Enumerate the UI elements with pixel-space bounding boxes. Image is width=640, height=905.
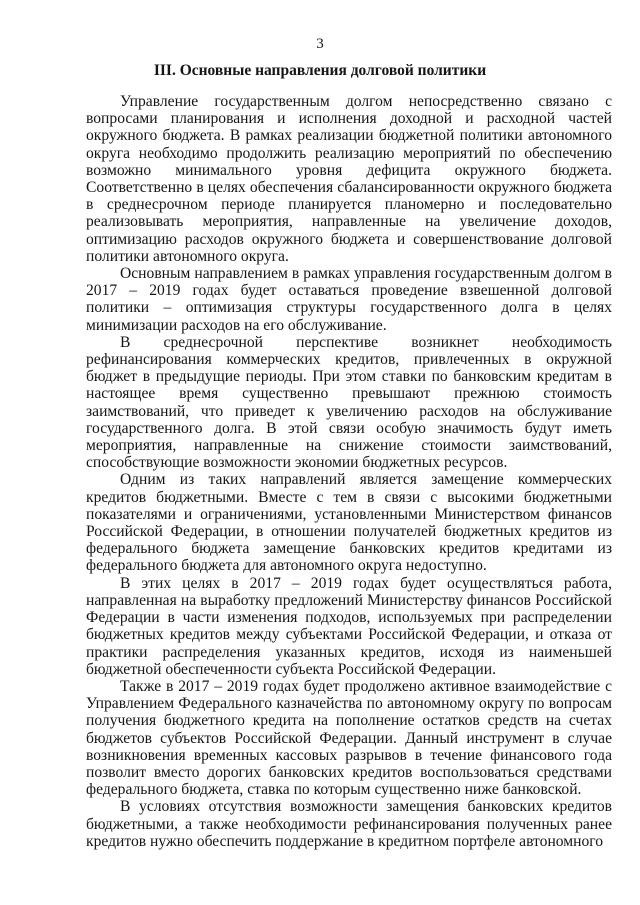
body-text — [86, 93, 612, 850]
section-heading: III. Основные направления долговой политики — [153, 62, 487, 79]
paragraph-7: В условиях отсутствия возможности замещения банковских кредитов бюджетными, а также необходимости рефинансирования полученных ранее кредитов нужно обеспечить поддержание в кредитном портфеле автономного — [86, 798, 612, 850]
paragraph-3: В среднесрочной перспективе возникнет необходимость рефинансирования коммерческих кредитов, привлеченных в окружной бюджет в предыдущие периоды. При этом ставки по банковским кредитам в настоящее время существенно превышают прежнюю стоимость заимствований, что приведет к увеличению расходов на обслуживание государственного долга. В этой связи особую значимость будут иметь мероприятия, направленные на снижение стоимости заимствований, способствующие возможности экономии бюджетных ресурсов. — [86, 333, 612, 472]
paragraph-2: Основным направлением в рамках управления государственным долгом в 2017 – 2019 годах будет оставаться проведение взвешенной долговой политики – оптимизация структуры государственного долга в целях минимизации расходов на его обслуживание. — [86, 265, 612, 334]
paragraph-1: Управление государственным долгом непосредственно связано с вопросами планирования и исполнения доходной и расходной частей окружного бюджета. В рамках реализации бюджетной политики автономного округа необходимо продолжить реализацию мероприятий по обеспечению возможно минимального уровня дефицита окружного бюджета. Соответственно в целях обеспечения сбалансированности окружного бюджета в среднесрочном периоде планируется планомерно и последовательно реализовывать мероприятия, направленные на увеличение доходов, оптимизацию расходов окружного бюджета и совершенствование долговой политики автономного округа. — [86, 93, 612, 265]
paragraph-5: В этих целях в 2017 – 2019 годах будет осуществляться работа, направленная на выработку предложений Министерству финансов Российской Федерации в части изменения подходов, используемых при распределении бюджетных кредитов между субъектами Российской Федерации, и отказа от практики распределения указанных кредитов, исходя из наименьшей бюджетной обеспеченности субъекта Российской Федерации. — [86, 574, 612, 678]
paragraph-6: Также в 2017 – 2019 годах будет продолжено активное взаимодействие с Управлением Федерального казначейства по автономному округу по вопросам получения бюджетного кредита на пополнение остатков средств на счетах бюджетов субъектов Российской Федерации. Данный инструмент в случае возникновения временных кассовых разрывов в течение финансового года позволит вместо дорогих банковских кредитов воспользоваться средствами федерального бюджета, ставка по которым существенно ниже банковской. — [86, 677, 612, 799]
page-number: 3 — [316, 36, 324, 52]
paragraph-4: Одним из таких направлений является замещение коммерческих кредитов бюджетными. Вместе с тем в связи с высокими бюджетными показателями и ограничениями, установленными Министерством финансов Российской Федерации, в отношении получателей бюджетных кредитов из федерального бюджета замещение банковских кредитов кредитами из федерального бюджета для автономного округа недоступно. — [86, 471, 612, 575]
